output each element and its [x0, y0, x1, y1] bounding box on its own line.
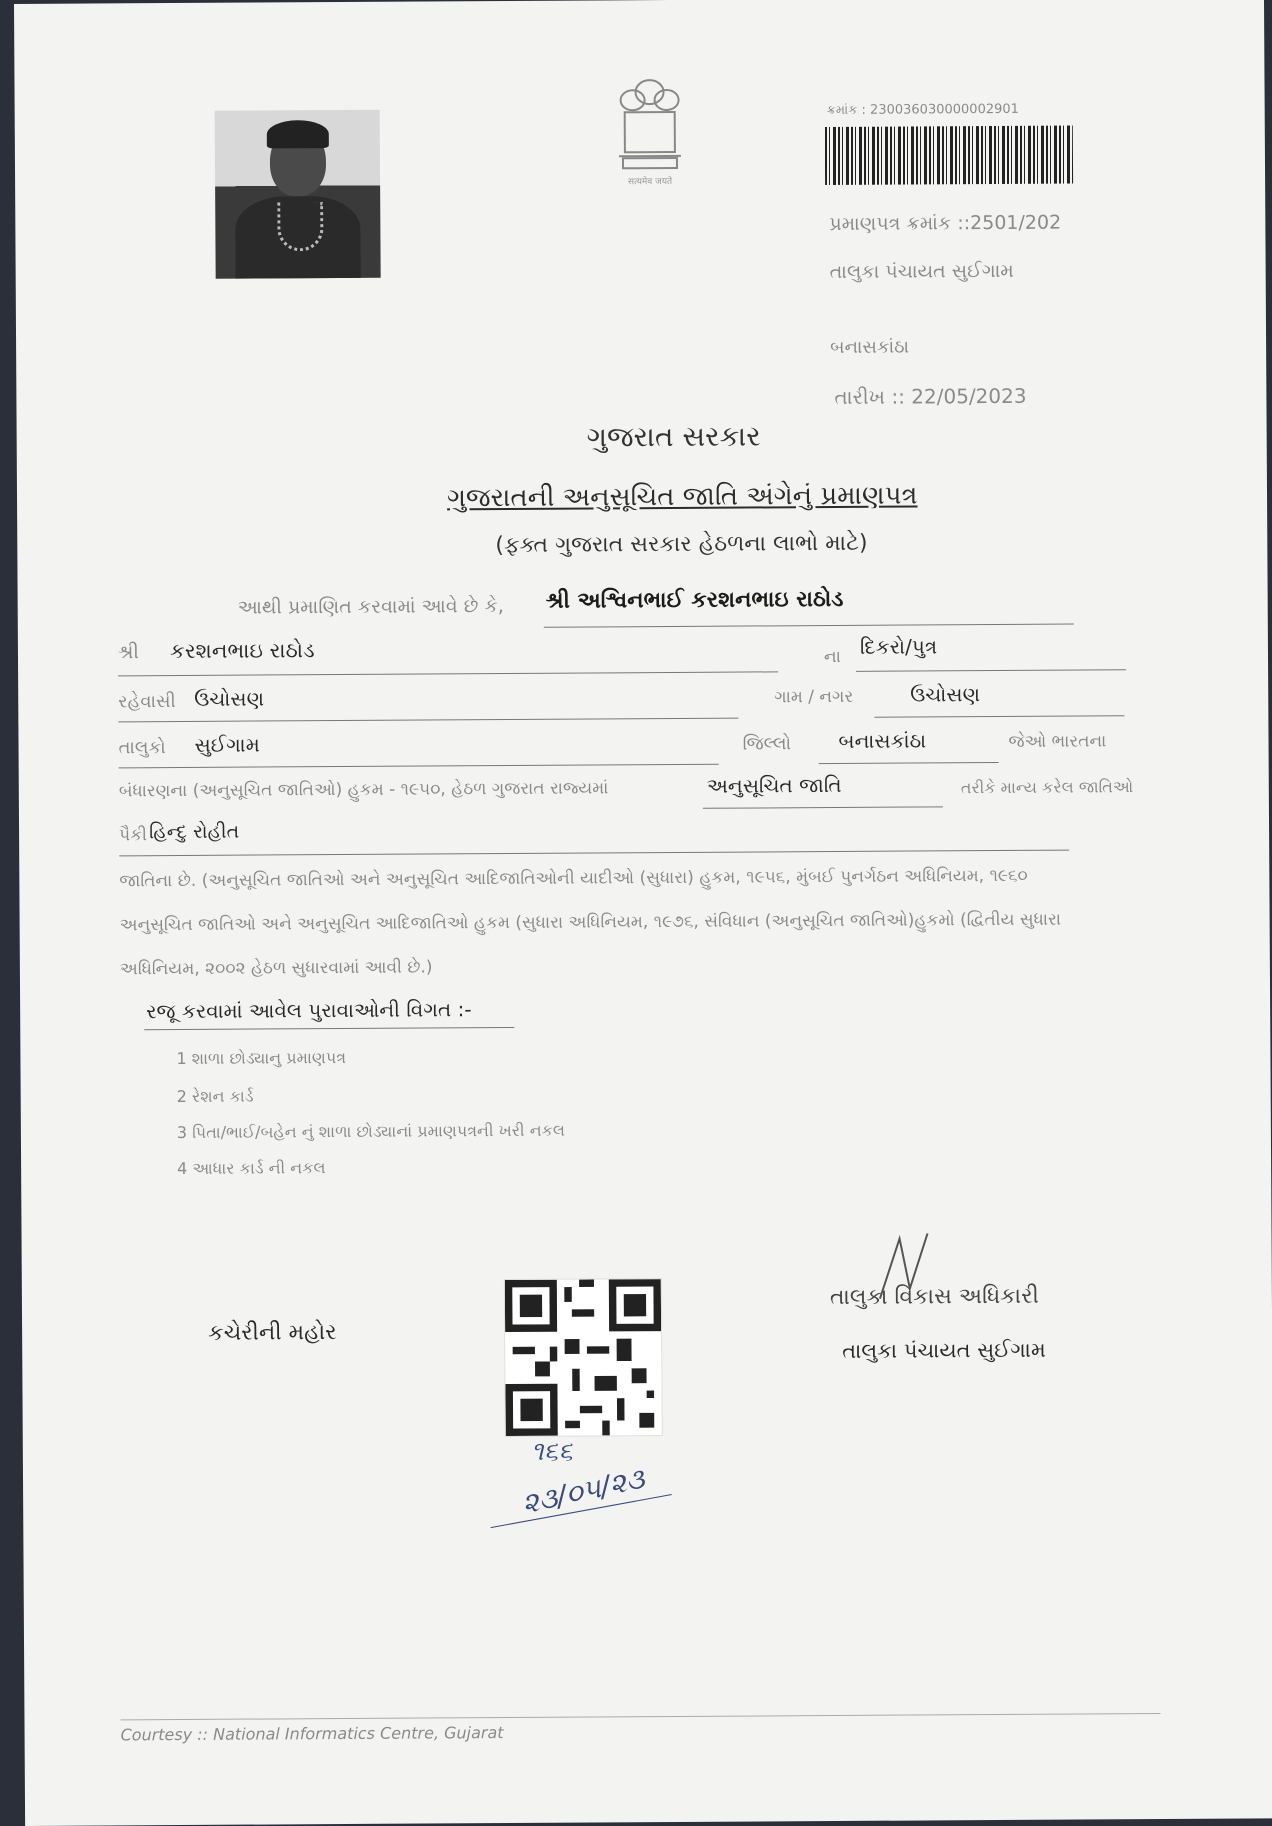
officer-office: તાલુકા પંચાયત સુઈગામ [842, 1337, 1046, 1363]
evidence-item: 2 રેશન કાર્ડ [176, 1086, 254, 1107]
qr-pattern [505, 1279, 662, 1436]
handwritten-number: ૧૬૬ [530, 1436, 573, 1467]
certificate-title: ગુજરાતની અનુસૂચિત જાતિ અંગેનું પ્રમાણપત્ર [446, 480, 918, 514]
para-line-1: જાતિના છે. (અનુસૂચિત જાતિઓ અને અનુસૂચિત આદિજાતિઓની યાદીઓ (સુધારા) હુકમ, ૧૯૫૬, મુંબઈ પુનર્ગઠન અધિનિયમ, ૧૯૬૦ [119, 865, 1028, 892]
certificate-page [14, 0, 1272, 1826]
certificate-number: પ્રમાણપત્ર ક્રમાંક ::2501/202 [829, 211, 1062, 236]
qr-code [504, 1278, 663, 1437]
applicant-name: શ્રી અશ્વિનભાઈ કરશનભાઇ રાઠોડ [545, 586, 844, 614]
district-label: જિલ્લો [742, 733, 792, 755]
government-title: ગુજરાત સરકાર [586, 419, 761, 454]
caste-category: અનુસૂચિત જાતિ [706, 772, 842, 798]
na-label: ના [823, 646, 841, 668]
office-seal-label: કચેરીની મહોર [208, 1320, 337, 1346]
handwritten-date: ૨૩/૦૫/૨૩ [518, 1461, 648, 1521]
resident-value: ઉચોસણ [194, 686, 265, 711]
officer-title: તાલુકા વિકાસ અધિકારી [829, 1283, 1039, 1311]
svg-text:सत्यमेव जयते: सत्यमेव जयते [627, 176, 673, 188]
evidence-item: 3 પિતા/ભાઈ/બહેન નું શાળા છોડ્યાનાં પ્રમાણપત્રની ખરી નકલ [176, 1120, 566, 1143]
father-name: કરશનભાઇ રાઠોડ [169, 638, 315, 664]
para-line-2: અનુસૂચિત જાતિઓ અને અનુસૂચિત આદિજાતિઓ હુકમ (સુધારા અધિનિયમ, ૧૯૭૬, સંવિધાન (અનુસૂચિત જાતિઓ)હુકમો (દ્વિતીય સુધારા [119, 909, 1062, 936]
courtesy-text: Courtesy :: National Informatics Centre, Gujarat [120, 1723, 504, 1745]
evidence-item: 4 આધાર કાર્ડ ની નકલ [177, 1158, 326, 1179]
evidence-heading: રજૂ કરવામાં આવેલ પુરાવાઓની વિગત :- [146, 997, 472, 1024]
barcode-number: ક્રમાંક : 230036030000002901 [826, 101, 1019, 119]
district-value: બનાસકાંઠા [838, 728, 927, 753]
resident-label: રહેવાસી [118, 691, 176, 713]
national-emblem-icon [604, 70, 695, 191]
village-value: ઉચોસણ [910, 682, 981, 707]
village-label: ગામ / નગર [774, 686, 854, 708]
certificate-subtitle: (ફક્ત ગુજરાત સરકાર હેઠળના લાભો માટે) [495, 530, 868, 559]
header-office: તાલુકા પંચાયત સુઈગામ [829, 259, 1014, 284]
barcode [825, 126, 1073, 186]
caste-prefix: પૈકી [119, 825, 148, 846]
header-district: બનાસકાંઠા [830, 336, 910, 359]
shri-prefix: શ્રી [117, 641, 139, 664]
certify-text: આથી પ્રમાણિત કરવામાં આવે છે કે, [237, 595, 504, 619]
whose-label: જેઓ ભારતના [1008, 731, 1107, 752]
relation: દિકરો/પુત્ર [859, 634, 938, 659]
para-line-3: અધિનિયમ, ૨૦૦૨ હેઠળ સુધારવામાં આવી છે.) [119, 957, 433, 980]
applicant-photo [215, 110, 381, 279]
evidence-item: 1 શાળા છોડ્યાનુ પ્રમાણપત્ર [176, 1047, 347, 1069]
caste-value: હિન્દુ રોહીત [148, 820, 240, 844]
certificate-date: તારીખ :: 22/05/2023 [834, 383, 1027, 409]
recognized-text: તરીકે માન્ય કરેલ જાતિઓ [960, 777, 1134, 798]
order-text: બંધારણના (અનુસૂચિત જાતિઓ) હુકમ - ૧૯૫૦, હેઠળ ગુજરાત રાજ્યમાં [118, 778, 609, 802]
taluka-value: સુઈગામ [194, 732, 260, 757]
taluka-label: તાલુકો [118, 737, 166, 759]
